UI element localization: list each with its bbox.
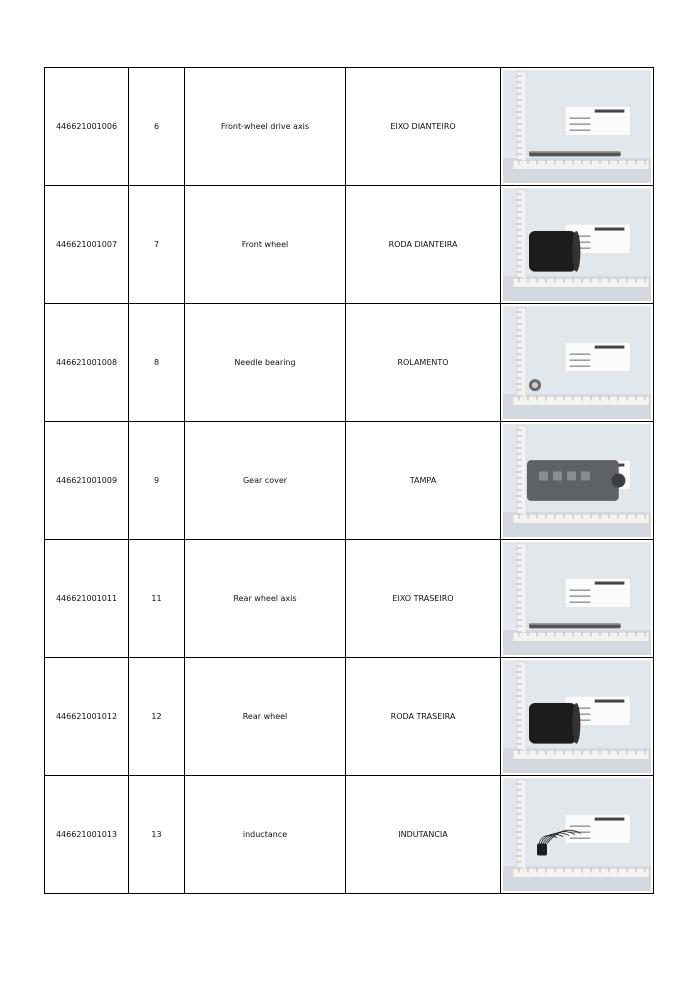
part-photo <box>503 188 651 301</box>
part-name-portuguese: INDUTANCIA <box>346 776 501 894</box>
part-name-english: Front-wheel drive axis <box>185 68 346 186</box>
part-photo <box>503 70 651 183</box>
part-name-english: inductance <box>185 776 346 894</box>
part-name-portuguese: EIXO TRASEIRO <box>346 540 501 658</box>
part-code: 446621001012 <box>45 658 129 776</box>
table-row <box>45 186 654 304</box>
table-row <box>45 658 654 776</box>
table-row <box>45 776 654 894</box>
part-name-portuguese: TAMPA <box>346 422 501 540</box>
part-code: 446621001007 <box>45 186 129 304</box>
table-row <box>45 304 654 422</box>
part-name-english: Rear wheel <box>185 658 346 776</box>
part-name-english: Needle bearing <box>185 304 346 422</box>
table-row <box>45 540 654 658</box>
part-photo-cell <box>501 68 654 186</box>
part-code: 446621001009 <box>45 422 129 540</box>
part-photo <box>503 778 651 891</box>
position-number: 13 <box>129 776 185 894</box>
position-number: 6 <box>129 68 185 186</box>
part-photo-cell <box>501 776 654 894</box>
position-number: 8 <box>129 304 185 422</box>
position-number: 12 <box>129 658 185 776</box>
part-name-portuguese: RODA DIANTEIRA <box>346 186 501 304</box>
part-photo-cell <box>501 658 654 776</box>
table-row <box>45 422 654 540</box>
part-code: 446621001008 <box>45 304 129 422</box>
part-name-portuguese: RODA TRASEIRA <box>346 658 501 776</box>
part-photo-cell <box>501 186 654 304</box>
part-photo-cell <box>501 304 654 422</box>
position-number: 7 <box>129 186 185 304</box>
table-row <box>45 68 654 186</box>
parts-table <box>44 67 654 894</box>
part-photo <box>503 660 651 773</box>
part-photo-cell <box>501 422 654 540</box>
part-code: 446621001006 <box>45 68 129 186</box>
part-code: 446621001013 <box>45 776 129 894</box>
part-photo <box>503 424 651 537</box>
part-photo <box>503 542 651 655</box>
part-name-english: Front wheel <box>185 186 346 304</box>
position-number: 11 <box>129 540 185 658</box>
part-photo <box>503 306 651 419</box>
part-code: 446621001011 <box>45 540 129 658</box>
part-name-portuguese: ROLAMENTO <box>346 304 501 422</box>
position-number: 9 <box>129 422 185 540</box>
part-name-english: Gear cover <box>185 422 346 540</box>
part-photo-cell <box>501 540 654 658</box>
part-name-english: Rear wheel axis <box>185 540 346 658</box>
part-name-portuguese: EIXO DIANTEIRO <box>346 68 501 186</box>
